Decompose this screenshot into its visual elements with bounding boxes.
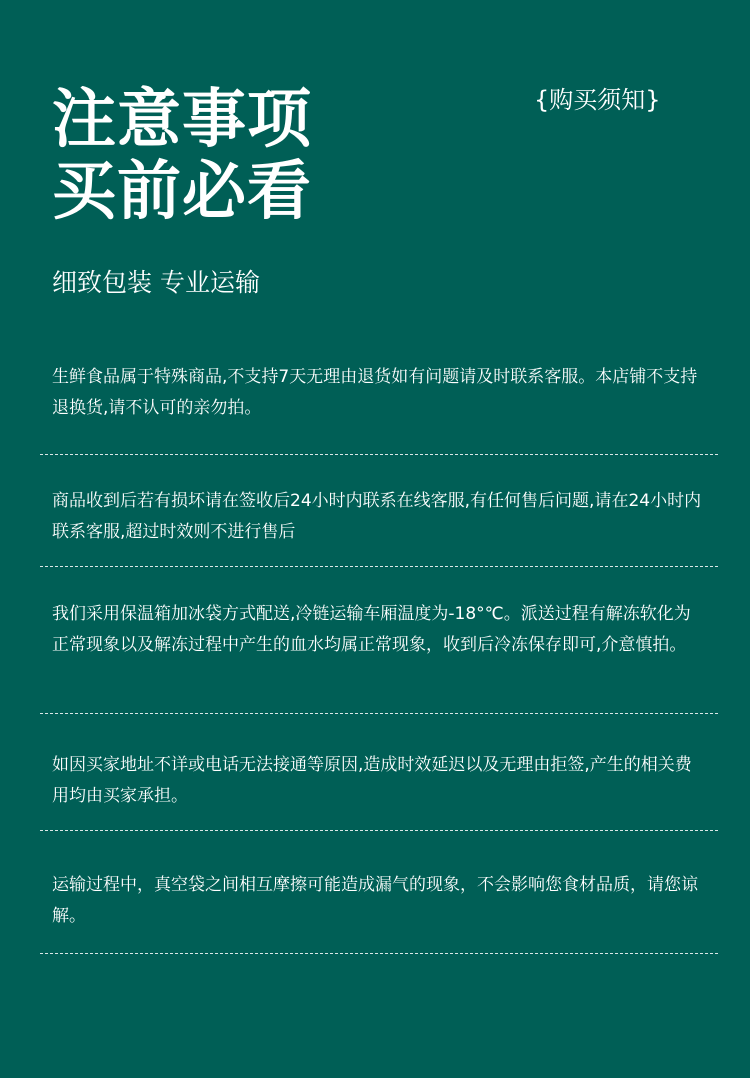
purchase-notice-tag: {购买须知} [534, 86, 661, 114]
divider [40, 454, 718, 455]
note-vacuum-bag: 运输过程中，真空袋之间相互摩擦可能造成漏气的现象，不会影响您食材品质，请您谅解。 [52, 875, 698, 926]
divider [40, 566, 718, 567]
note-no-return: 生鲜食品属于特殊商品,不支持7天无理由退货如有问题请及时联系客服。本店铺不支持退换货,请不认可的亲勿拍。 [52, 367, 698, 418]
divider [40, 830, 718, 831]
divider [40, 953, 718, 954]
note-cold-chain: 我们采用保温箱加冰袋方式配送,冷链运输车厢温度为-18°℃。派送过程有解冻软化为正常现象以及解冻过程中产生的血水均属正常现象，收到后冷冻保存即可,介意慎拍。 [52, 604, 691, 655]
title-line-1: 注意事项 [52, 83, 312, 157]
divider [40, 713, 718, 714]
note-delivery-failure: 如因买家地址不详或电话无法接通等原因,造成时效延迟以及无理由拒签,产生的相关费用均由买家承担。 [52, 755, 692, 806]
note-damage-claim: 商品收到后若有损坏请在签收后24小时内联系在线客服,有任何售后问题,请在24小时内联系客服,超过时效则不进行售后 [52, 491, 702, 542]
title-line-2: 买前必看 [52, 155, 312, 229]
subtitle: 细致包装 专业运输 [52, 268, 260, 297]
